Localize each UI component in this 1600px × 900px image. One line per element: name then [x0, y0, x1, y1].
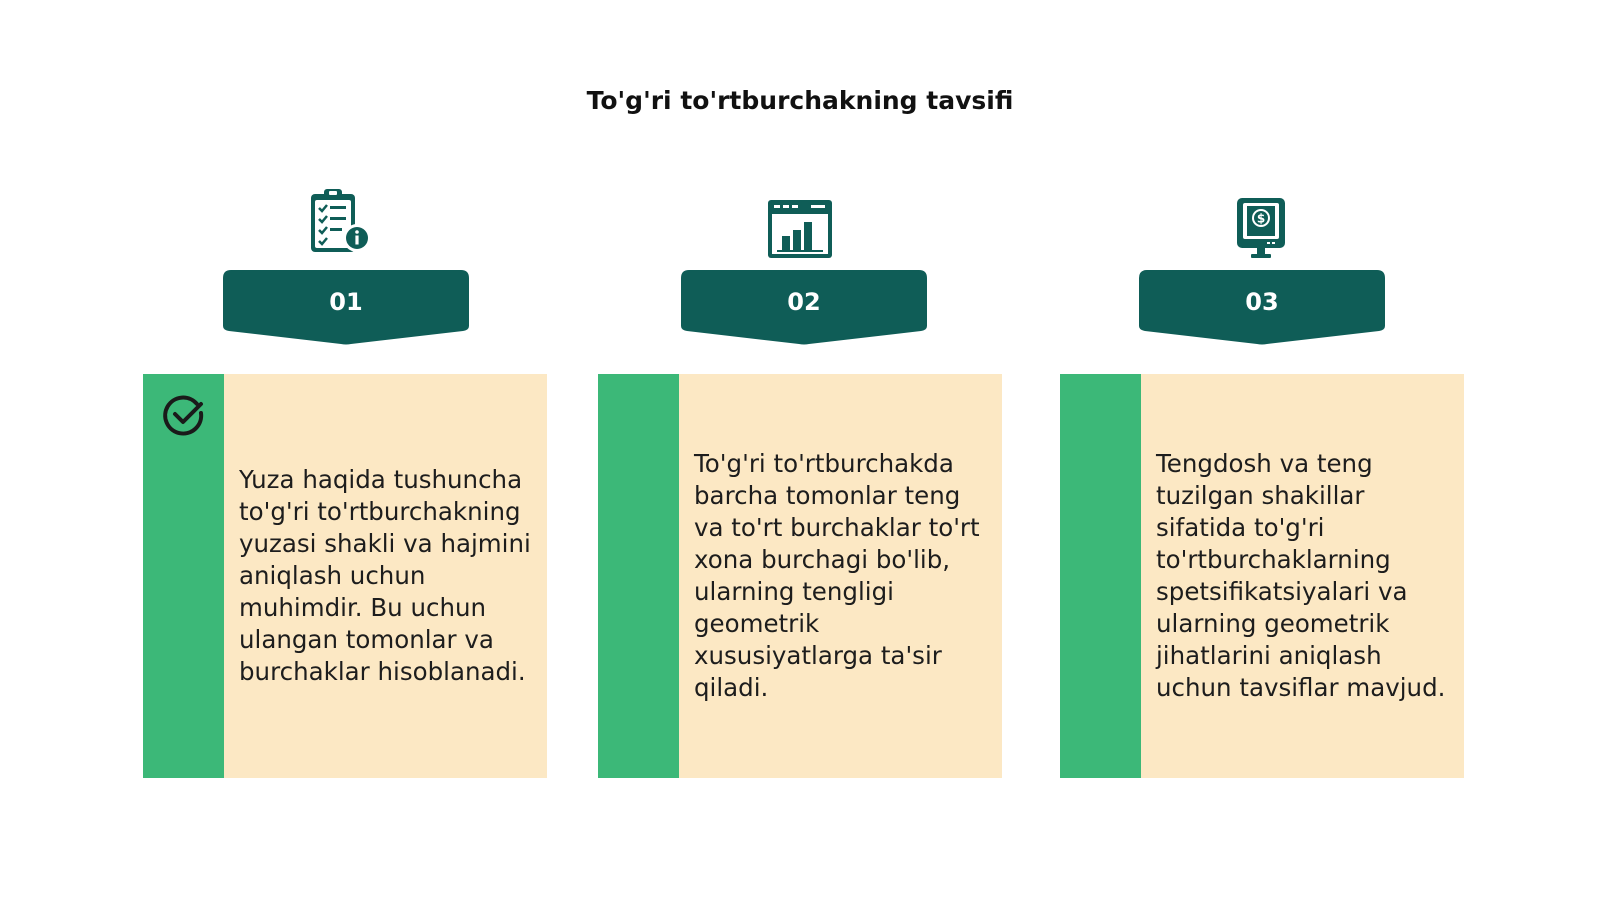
- description-panel: [224, 374, 547, 778]
- step-card: [598, 374, 1002, 778]
- step-number: 01: [329, 288, 363, 316]
- step-banner: [681, 270, 927, 350]
- bar-chart-window-icon: [765, 196, 835, 266]
- description-panel: [1141, 374, 1464, 778]
- step-number: 03: [1245, 288, 1279, 316]
- svg-text:$: $: [1256, 211, 1266, 226]
- accent-stripe: [1060, 374, 1141, 778]
- step-banner: [1139, 270, 1385, 350]
- money-monitor-icon: [1226, 192, 1296, 262]
- step-description: Yuza haqida tushuncha to'g'ri to'rtburchakning yuzasi shakli va hajmini aniqlash uchun muhimdir. Bu uchun ulangan tomonlar va burchaklar hisoblanadi.: [239, 465, 531, 686]
- step-description: Tengdosh va teng tuzilgan shakillar sifatida to'g'ri to'rtburchaklarning spetsifikatsiyalari va ularning geometrik jihatlarini aniqlash uchun tavsiflar mavjud.: [1156, 449, 1446, 702]
- step-card: [1060, 374, 1464, 778]
- step-banner: [223, 270, 469, 350]
- accent-stripe: [598, 374, 679, 778]
- step-description: To'g'ri to'rtburchakda barcha tomonlar teng va to'rt burchaklar to'rt xona burchagi bo'lib, ularning tengligi geometrik xususiyatlarga ta'sir qiladi.: [694, 449, 980, 702]
- page-title: To'g'ri to'rtburchakning tavsifi: [586, 86, 1014, 115]
- description-panel: [679, 374, 1002, 778]
- step-number: 02: [787, 288, 821, 316]
- step-card: [143, 374, 547, 778]
- accent-stripe: [143, 374, 224, 778]
- checkmark-circle-icon: [161, 392, 207, 438]
- clipboard-checklist-info-icon: [307, 188, 377, 258]
